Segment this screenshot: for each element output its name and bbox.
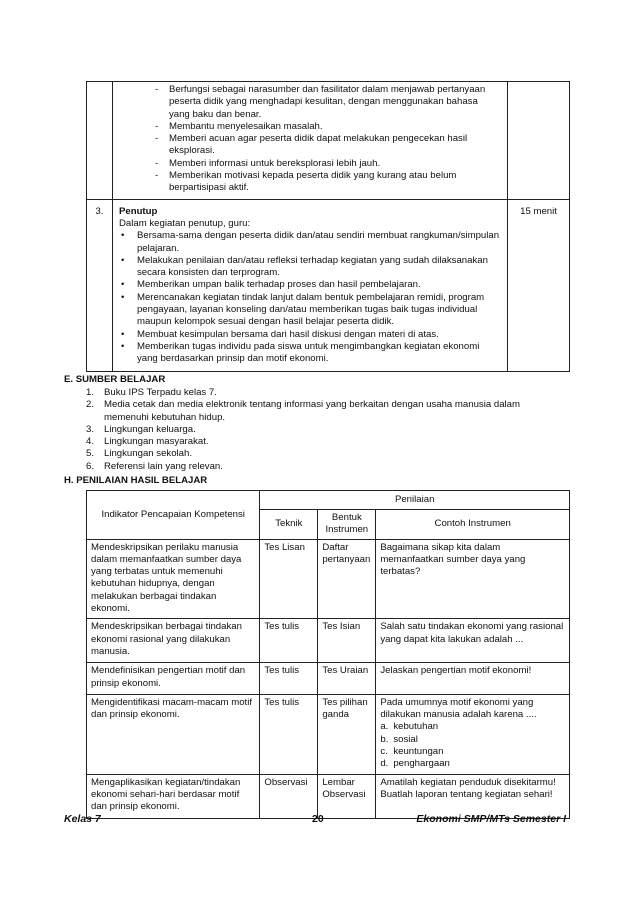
list-item: • Memberikan tugas individu pada siswa untuk mengimbangkan kegiatan ekonomi yang berdasarkan prinsip dan motif ekonomi.: [120, 340, 480, 365]
table-header-row: [87, 491, 570, 510]
list-item: c. keuntungan: [380, 746, 444, 758]
table-row: Mendefinisikan pengertian motif dan prinsip ekonomi. Tes tulis Tes Uraian Jelaskan pengertian motif ekonomi!: [87, 663, 570, 695]
footer-subject-label: Ekonomi SMP/MTs Semester I: [416, 813, 566, 825]
list-item: d. penghargaan: [380, 758, 450, 770]
header-bentuk: Bentuk Instrumen: [318, 510, 376, 540]
list-item: - Memberikan motivasi kepada peserta didik yang kurang atau belum berpartisipasi aktif.: [154, 170, 457, 194]
section-e-list: [86, 387, 536, 473]
header-penilaian: Penilaian: [260, 491, 570, 510]
table-row: Mendeskripsikan perilaku manusia dalam memanfaatkan sumber daya yang terbatas untuk memenuhi kebutuhan hidupnya, dengan melakukan berbagai tindakan ekonomi. Tes Lisan Daftar pertanyaan Bagaimana sikap kita dalam memanfaatkan sumber daya yang terbatas?: [87, 539, 570, 619]
list-item: • Melakukan penilaian dan/atau refleksi terhadap kegiatan yang sudah dilaksanakan secara konsisten dan terprogram.: [120, 254, 488, 279]
header-contoh: Contoh Instrumen: [376, 510, 570, 540]
table-row: Mendeskripsikan berbagai tindakan ekonomi rasional yang dilakukan manusia. Tes tulis Tes Isian Salah satu tindakan ekonomi yang rasional yang dapat kita lakukan adalah ...: [87, 619, 570, 663]
table-row: [87, 82, 570, 200]
table-row: Mengidentifikasi macam-macam motif dan prinsip ekonomi. Tes tulis Tes pilihan ganda Pada umumnya motif ekonomi yang dilakukan manusia adalah karena .... a. kebutuhan b. sosial c. keuntungan d. penghargaan: [87, 694, 570, 774]
list-item: - Membantu menyelesaikan masalah.: [154, 120, 323, 132]
answer-options: [380, 721, 565, 770]
table-row: [87, 199, 570, 371]
footer-class-label: Kelas 7: [64, 813, 101, 825]
header-indikator: Indikator Pencapaian Kompetensi: [87, 491, 260, 540]
time-allocation: 15 menit: [508, 199, 570, 371]
list-item: • Membuat kesimpulan bersama dari hasil diskusi dengan materi di atas.: [120, 328, 439, 340]
list-item: b. sosial: [380, 733, 418, 745]
list-item: a. kebutuhan: [380, 721, 439, 733]
list-item: - Memberi acuan agar peserta didik dapat melakukan pengecekan hasil eksplorasi.: [154, 133, 468, 157]
closing-intro: Dalam kegiatan penutup, guru:: [118, 217, 251, 229]
list-item: • Bersama-sama dengan peserta didik dan/atau sendiri membuat rangkuman/simpulan pelajaran.: [120, 230, 500, 254]
list-item: - Memberi informasi untuk bereksplorasi lebih jauh.: [154, 157, 381, 169]
section-e-heading: E. SUMBER BELAJAR: [64, 374, 166, 385]
list-item: • Merencanakan kegiatan tindak lanjut dalam bentuk pembelajaran remidi, program pengayaan, layanan konseling dan/atau memberikan tugas baik tugas individual maupun kelompok sesuai dengan hasil belajar peserta didik.: [120, 291, 485, 328]
page-number: 20: [312, 813, 324, 825]
section-h-heading: H. PENILAIAN HASIL BELAJAR: [64, 475, 208, 486]
activities-table: [86, 81, 570, 372]
closing-cell: [112, 199, 507, 371]
closing-title: Penutup: [118, 205, 158, 217]
list-item: 5. Lingkungan sekolah.: [86, 448, 193, 460]
row-number: 3.: [87, 199, 113, 371]
list-item: 1. Buku IPS Terpadu kelas 7.: [86, 387, 217, 398]
list-item: 6. Referensi lain yang relevan.: [86, 460, 223, 472]
list-item: 3. Lingkungan keluarga.: [86, 423, 196, 435]
header-teknik: Teknik: [260, 510, 318, 540]
list-item: 2. Media cetak dan media elektronik tentang informasi yang berkaitan dengan usaha manusia dalam memenuhi kebutuhan hidup.: [86, 399, 520, 423]
continuation-list: [112, 82, 507, 200]
assessment-table: [86, 490, 570, 819]
list-item: 4. Lingkungan masyarakat.: [86, 436, 209, 448]
list-item: • Memberikan umpan balik terhadap proses dan hasil pembelajaran.: [120, 279, 421, 291]
list-item: - Berfungsi sebagai narasumber dan fasilitator dalam menjawab pertanyaan peserta didik yang menghadapi kesulitan, dengan menggunakan bahasa yang baku dan benar.: [154, 84, 486, 120]
table-row: Mengaplikasikan kegiatan/tindakan ekonomi sehari-hari berdasar motif dan prinsip ekonomi. Observasi Lembar Observasi Amatilah kegiatan penduduk disekitarmu! Buatlah laporan tentang kegiatan sehari!: [87, 774, 570, 818]
